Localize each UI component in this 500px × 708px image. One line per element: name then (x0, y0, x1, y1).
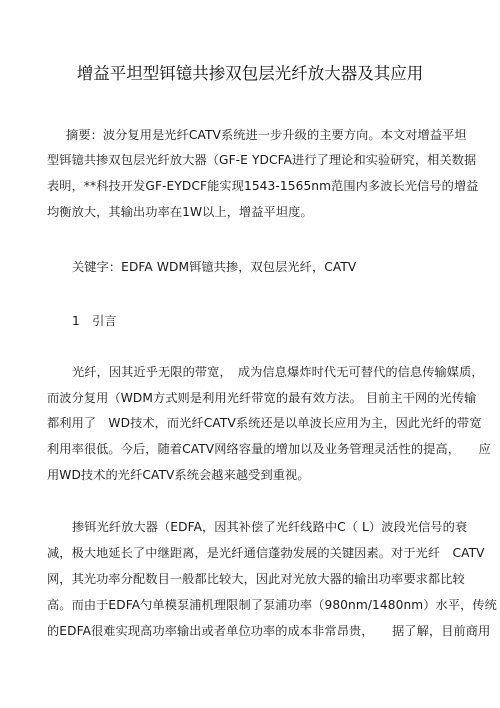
paragraph-line: 的EDFA很难实现高功率输出或者单位功率的成本非常昂贵， 据了解，目前商用 (47, 624, 491, 638)
section-heading: 1 引言 (72, 314, 117, 328)
abstract-line: 型铒镱共掺双包层光纤放大器（GF-E YDCFA进行了理论和实验研究，相关数据 (47, 153, 477, 167)
paragraph-line: 都利用了 WD技术，而光纤CATV系统还是以单波长应用为主，因此光纤的带宽 (47, 416, 482, 430)
keywords-line: 关键字：EDFA WDM铒镱共掺，双包层光纤，CATV (72, 260, 357, 274)
abstract-line: 均衡放大，其输出功率在1W以上，增益平坦度。 (47, 205, 313, 219)
abstract-line: 表明，**科技开发GF-EYDCF能实现1543-1565nm范围内多波长光信号的增益 (47, 179, 479, 193)
paragraph-line: 高。而由于EDFA勺单模泵浦机理限制了泵浦功率（980nm/1480nm）水平，传统 (47, 598, 497, 612)
paragraph-line: 掺铒光纤放大器（EDFA，因其补偿了光纤线路中C（ L）波段光信号的衰 (72, 520, 468, 534)
paragraph-line: 利用率很低。今后，随着CATV网络容量的增加以及业务管理灵活性的提高， 应 (47, 442, 491, 456)
document-title: 增益平坦型铒镱共掺双包层光纤放大器及其应用 (76, 64, 424, 83)
paragraph-line: 网，其光功率分配数目一般都比较大，因此对光放大器的输出功率要求都比较 (47, 572, 465, 586)
paragraph-line: 光纤，因其近乎无限的带宽， 成为信息爆炸时代无可替代的信息传输媒质， (72, 365, 484, 379)
paragraph-line: 而波分复用（WDM方式则是利用光纤带宽的最有效方法。 目前主干网的光传输 (47, 391, 477, 405)
paragraph-line: 减，极大地延长了中继距离，是光纤通信蓬勃发展的关键因素。对于光纤 CATV (47, 546, 485, 560)
abstract-line: 摘要：波分复用是光纤CATV系统进一步升级的主要方向。本文对增益平坦 (66, 128, 467, 142)
paragraph-line: 用WD技术的光纤CATV系统会越来越受到重视。 (47, 468, 310, 482)
